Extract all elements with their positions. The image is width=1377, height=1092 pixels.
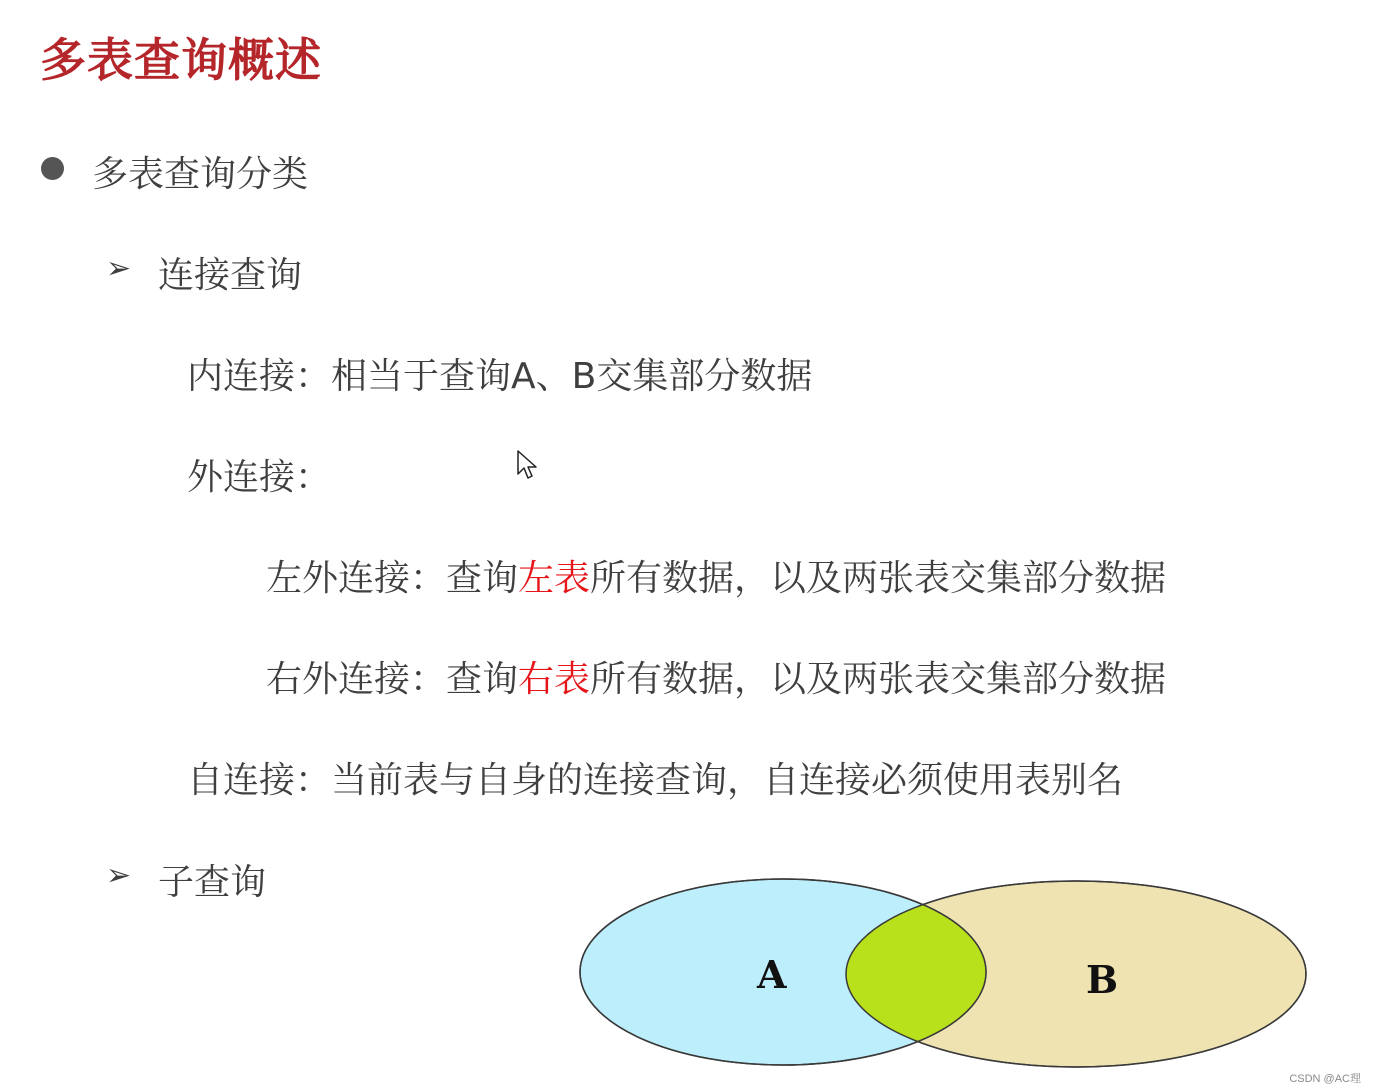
- right-outer-join-description: [266, 651, 1166, 702]
- right-outer-join-prefix: 右外连接：查询: [266, 659, 519, 700]
- left-outer-join-suffix: 所有数据，以及两张表交集部分数据: [590, 558, 1167, 599]
- left-outer-join-prefix: 左外连接：查询: [266, 558, 519, 599]
- arrow-bullet-icon: ➢: [106, 858, 132, 893]
- page-title: 多表查询概述: [40, 33, 322, 87]
- section-heading-multi-table-query-types: 多表查询分类: [92, 154, 309, 195]
- right-outer-join-suffix: 所有数据，以及两张表交集部分数据: [590, 659, 1167, 700]
- venn-label-b: B: [1086, 957, 1119, 1002]
- bullet-icon: [41, 157, 64, 180]
- venn-diagram: [576, 872, 1316, 1077]
- venn-label-a: A: [757, 952, 787, 997]
- arrow-bullet-icon: ➢: [106, 251, 132, 286]
- inner-join-description: 内连接：相当于查询A、B交集部分数据: [187, 356, 813, 397]
- mouse-cursor-icon: [517, 450, 539, 482]
- subsection-join-query: 连接查询: [158, 255, 303, 296]
- left-table-highlight: 左表: [518, 558, 591, 599]
- watermark: CSDN @AC理: [1289, 1073, 1361, 1085]
- self-join-description: 自连接：当前表与自身的连接查询，自连接必须使用表别名: [187, 760, 1124, 801]
- subsection-subquery: 子查询: [158, 862, 267, 903]
- outer-join-heading: 外连接：: [187, 457, 332, 498]
- left-outer-join-description: [266, 550, 1166, 601]
- right-table-highlight: 右表: [518, 659, 591, 700]
